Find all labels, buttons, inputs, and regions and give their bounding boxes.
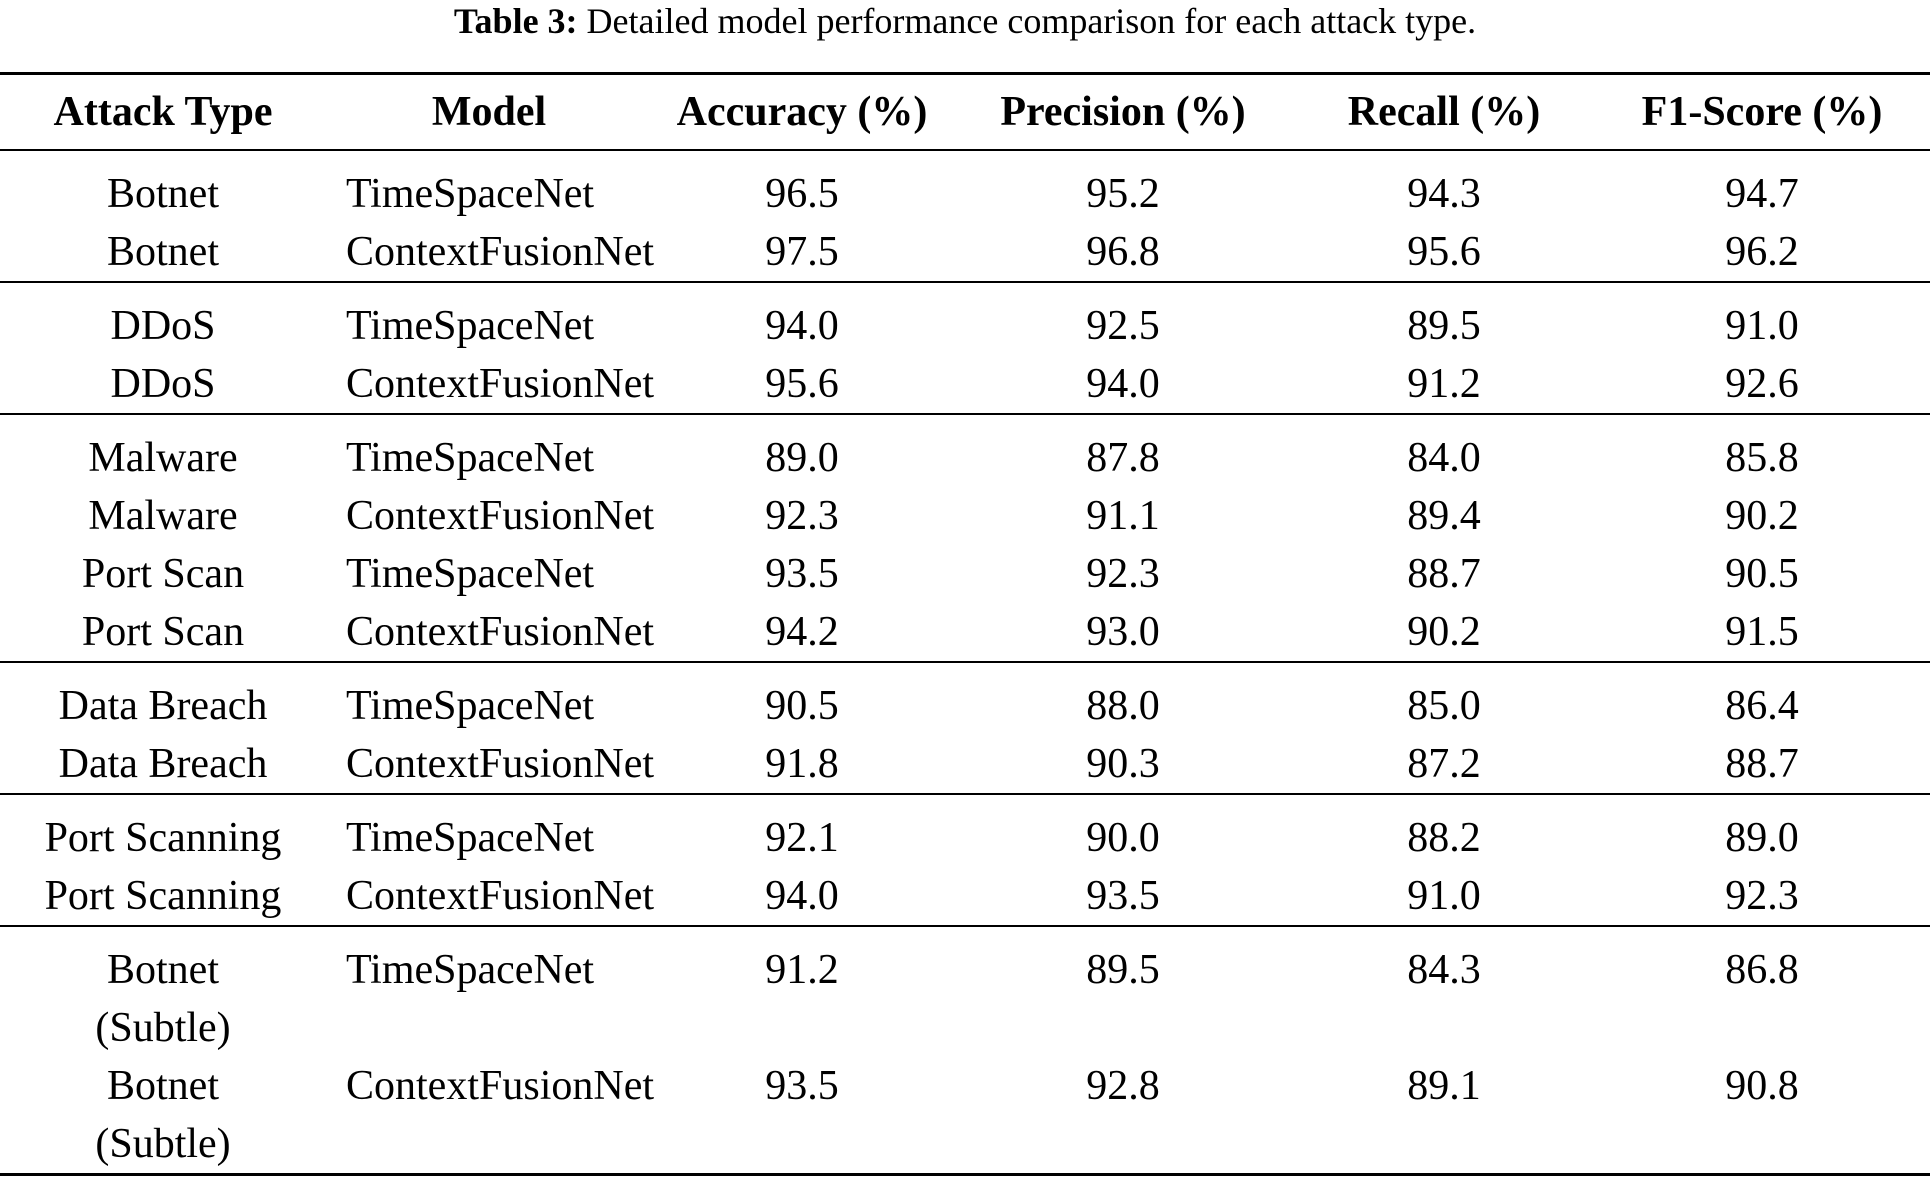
cell-f1: 90.8 <box>1725 1063 1799 1109</box>
cell-accuracy: 97.5 <box>765 229 839 275</box>
cell-attack-type: Data Breach <box>58 683 268 729</box>
cell-recall: 94.3 <box>1407 171 1481 217</box>
cell-f1: 86.4 <box>1725 683 1799 729</box>
cell-precision: 89.5 <box>1086 947 1160 993</box>
cell-model: TimeSpaceNet <box>346 551 595 597</box>
cell-attack-type: Botnet <box>107 171 219 217</box>
cell-model: ContextFusionNet <box>346 609 655 655</box>
cell-model: TimeSpaceNet <box>346 947 595 993</box>
cell-f1: 88.7 <box>1725 741 1799 787</box>
cell-accuracy: 93.5 <box>765 551 839 597</box>
cell-attack-type: Port Scanning <box>44 815 282 861</box>
cell-attack-type: Data Breach <box>58 741 268 787</box>
cell-attack-type: Port Scanning <box>44 873 282 919</box>
cell-accuracy: 92.1 <box>765 815 839 861</box>
cell-accuracy: 91.8 <box>765 741 839 787</box>
cell-model: ContextFusionNet <box>346 493 655 539</box>
cell-model: TimeSpaceNet <box>346 815 595 861</box>
cell-accuracy: 93.5 <box>765 1063 839 1109</box>
cell-f1: 85.8 <box>1725 435 1799 481</box>
cell-recall: 88.2 <box>1407 815 1481 861</box>
cell-f1: 90.5 <box>1725 551 1799 597</box>
cell-precision: 87.8 <box>1086 435 1160 481</box>
cell-attack-type: Malware <box>88 493 238 539</box>
header-model: Model <box>431 89 547 135</box>
cell-f1: 92.3 <box>1725 873 1799 919</box>
cell-attack-type-line1: Botnet <box>107 1063 219 1109</box>
cell-accuracy: 91.2 <box>765 947 839 993</box>
cell-attack-type: Malware <box>88 435 238 481</box>
cell-precision: 93.0 <box>1086 609 1160 655</box>
table-caption <box>0 0 1930 42</box>
table-row <box>0 223 1930 282</box>
table-row <box>0 735 1930 794</box>
cell-model: ContextFusionNet <box>346 741 655 787</box>
cell-precision: 90.0 <box>1086 815 1160 861</box>
cell-accuracy: 95.6 <box>765 361 839 407</box>
cell-precision: 88.0 <box>1086 683 1160 729</box>
header-accuracy: Accuracy (%) <box>676 89 928 135</box>
cell-attack-type: Port Scan <box>81 609 245 655</box>
table-row <box>0 926 1930 1057</box>
cell-attack-type <box>0 926 326 1057</box>
cell-f1: 96.2 <box>1725 229 1799 275</box>
table-row <box>0 414 1930 487</box>
cell-attack-type: Botnet <box>107 229 219 275</box>
table-row <box>0 545 1930 603</box>
cell-recall: 88.7 <box>1407 551 1481 597</box>
cell-model: TimeSpaceNet <box>346 683 595 729</box>
cell-recall: 85.0 <box>1407 683 1481 729</box>
table-row <box>0 150 1930 223</box>
cell-recall: 89.5 <box>1407 303 1481 349</box>
cell-precision: 92.5 <box>1086 303 1160 349</box>
table-row <box>0 1057 1930 1175</box>
cell-attack-type: Port Scan <box>81 551 245 597</box>
cell-precision: 90.3 <box>1086 741 1160 787</box>
cell-recall: 91.0 <box>1407 873 1481 919</box>
cell-accuracy: 94.0 <box>765 303 839 349</box>
cell-model: ContextFusionNet <box>346 229 655 275</box>
cell-model: ContextFusionNet <box>346 1063 655 1109</box>
caption-label: Table 3: <box>453 1 578 41</box>
cell-accuracy: 94.2 <box>765 609 839 655</box>
cell-model: ContextFusionNet <box>346 361 655 407</box>
cell-accuracy: 90.5 <box>765 683 839 729</box>
cell-precision: 94.0 <box>1086 361 1160 407</box>
cell-precision: 95.2 <box>1086 171 1160 217</box>
caption-text: Detailed model performance comparison for each attack type. <box>577 1 1477 41</box>
cell-f1: 92.6 <box>1725 361 1799 407</box>
cell-attack-type-line2: (Subtle) <box>95 1005 231 1051</box>
cell-recall: 95.6 <box>1407 229 1481 275</box>
performance-table <box>0 72 1930 1176</box>
cell-recall: 89.4 <box>1407 493 1481 539</box>
cell-f1: 89.0 <box>1725 815 1799 861</box>
cell-precision: 92.3 <box>1086 551 1160 597</box>
cell-recall: 84.0 <box>1407 435 1481 481</box>
header-f1-score: F1-Score (%) <box>1641 89 1883 135</box>
cell-model: ContextFusionNet <box>346 873 655 919</box>
table-row <box>0 794 1930 867</box>
header-row <box>0 74 1930 151</box>
cell-attack-type-line2: (Subtle) <box>95 1121 231 1167</box>
cell-precision: 96.8 <box>1086 229 1160 275</box>
table-row <box>0 662 1930 735</box>
cell-recall: 87.2 <box>1407 741 1481 787</box>
cell-model: TimeSpaceNet <box>346 171 595 217</box>
cell-f1: 90.2 <box>1725 493 1799 539</box>
cell-recall: 90.2 <box>1407 609 1481 655</box>
cell-model: TimeSpaceNet <box>346 303 595 349</box>
cell-attack-type: DDoS <box>110 361 216 407</box>
cell-accuracy: 94.0 <box>765 873 839 919</box>
cell-precision: 93.5 <box>1086 873 1160 919</box>
cell-attack-type: DDoS <box>110 303 216 349</box>
header-attack-type: Attack Type <box>53 89 273 135</box>
cell-f1: 91.5 <box>1725 609 1799 655</box>
cell-precision: 92.8 <box>1086 1063 1160 1109</box>
table-row <box>0 867 1930 926</box>
cell-attack-type-line1: Botnet <box>107 947 219 993</box>
table-row <box>0 282 1930 355</box>
cell-f1: 86.8 <box>1725 947 1799 993</box>
header-recall: Recall (%) <box>1347 89 1541 135</box>
header-precision: Precision (%) <box>1000 89 1246 135</box>
cell-model: TimeSpaceNet <box>346 435 595 481</box>
cell-recall: 84.3 <box>1407 947 1481 993</box>
cell-recall: 91.2 <box>1407 361 1481 407</box>
cell-f1: 91.0 <box>1725 303 1799 349</box>
table-row <box>0 487 1930 545</box>
cell-precision: 91.1 <box>1086 493 1160 539</box>
cell-accuracy: 92.3 <box>765 493 839 539</box>
cell-accuracy: 96.5 <box>765 171 839 217</box>
cell-attack-type <box>0 1057 326 1175</box>
table-row <box>0 603 1930 662</box>
cell-f1: 94.7 <box>1725 171 1799 217</box>
cell-recall: 89.1 <box>1407 1063 1481 1109</box>
table-row <box>0 355 1930 414</box>
cell-accuracy: 89.0 <box>765 435 839 481</box>
